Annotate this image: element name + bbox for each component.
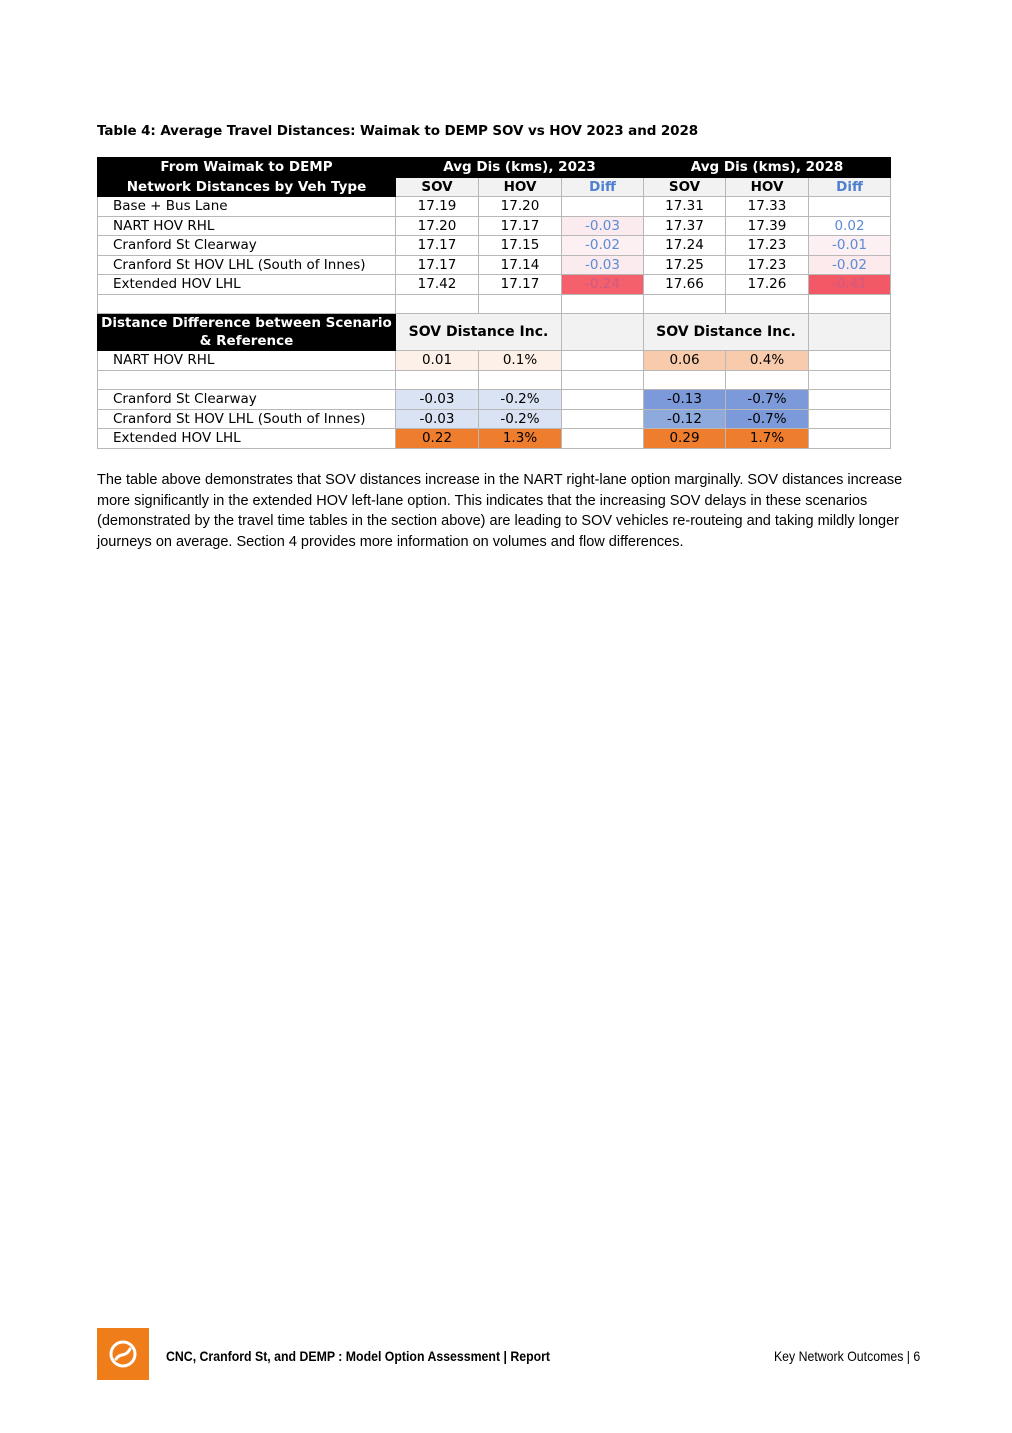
cell-pct-inc-2023: -0.2% — [479, 409, 562, 429]
body-paragraph: The table above demonstrates that SOV distances increase in the NART right-lane option marginally. SOV distances increase more significantly in the extended HOV left-lane option. This indicates that the increasing SOV delays in these scenarios (demonstrated by the travel time tables in the section above) are leading to SOV vehicles re-routeing and taking mildly longer journeys on average. Section 4 provides more information on volumes and flow differences. — [97, 472, 903, 550]
diff-header-2023: SOV Distance Inc. — [396, 314, 562, 351]
cell-hov-2028: 17.33 — [726, 197, 809, 217]
table-row — [98, 216, 891, 236]
cell-pct-inc-2028: 1.7% — [726, 429, 809, 449]
row-label: NART HOV RHL — [98, 351, 396, 371]
spacer-row — [98, 370, 891, 390]
diff-table-row — [98, 390, 891, 410]
cell-hov-2028: 17.23 — [726, 255, 809, 275]
row-label: Extended HOV LHL — [98, 429, 396, 449]
cell-dist-inc-2023: -0.03 — [396, 409, 479, 429]
cell-dist-inc-2028: 0.29 — [644, 429, 726, 449]
cell-pct-inc-2028: 0.4% — [726, 351, 809, 371]
cell-empty — [562, 409, 644, 429]
cell-sov-2028: 17.31 — [644, 197, 726, 217]
table-row — [98, 255, 891, 275]
diff-header-empty-2028 — [809, 314, 891, 351]
table-row — [98, 275, 891, 295]
subheader-sov-2028: SOV — [644, 177, 726, 197]
row-label: NART HOV RHL — [98, 216, 396, 236]
cell-sov-2028: 17.25 — [644, 255, 726, 275]
cell-diff-2023: -0.02 — [562, 236, 644, 256]
row-label: Extended HOV LHL — [98, 275, 396, 295]
cell-empty — [562, 429, 644, 449]
cell-hov-2023: 17.17 — [479, 275, 562, 295]
subheader-diff-2023: Diff — [562, 177, 644, 197]
corner-header-line2: Network Distances by Veh Type — [98, 177, 396, 197]
cell-pct-inc-2028: -0.7% — [726, 409, 809, 429]
cell-empty — [809, 409, 891, 429]
cell-empty — [562, 351, 644, 371]
cell-sov-2023: 17.17 — [396, 255, 479, 275]
diff-header-2028: SOV Distance Inc. — [644, 314, 809, 351]
cell-diff-2023 — [562, 197, 644, 217]
table-row — [98, 236, 891, 256]
cell-sov-2028: 17.24 — [644, 236, 726, 256]
cell-empty — [809, 429, 891, 449]
cell-dist-inc-2028: 0.06 — [644, 351, 726, 371]
cell-pct-inc-2023: -0.2% — [479, 390, 562, 410]
footer-section-page: Key Network Outcomes | 6 — [773, 1348, 920, 1364]
table-subheader-row — [98, 177, 891, 197]
subheader-hov-2028: HOV — [726, 177, 809, 197]
table-header-row — [98, 158, 891, 178]
travel-distance-table — [97, 157, 891, 449]
spacer-row — [98, 294, 891, 314]
cell-diff-2028: -0.01 — [809, 236, 891, 256]
cell-pct-inc-2028: -0.7% — [726, 390, 809, 410]
cell-hov-2023: 17.15 — [479, 236, 562, 256]
table-row — [98, 197, 891, 217]
cell-dist-inc-2023: 0.22 — [396, 429, 479, 449]
row-label: Cranford St HOV LHL (South of Innes) — [98, 255, 396, 275]
footer-report-title: CNC, Cranford St, and DEMP : Model Option Assessment | Report — [166, 1348, 551, 1364]
row-label: Cranford St Clearway — [98, 236, 396, 256]
cell-dist-inc-2028: -0.12 — [644, 409, 726, 429]
group-header-2028: Avg Dis (kms), 2028 — [644, 158, 891, 178]
diff-header-line2: & Reference — [199, 333, 294, 349]
cell-pct-inc-2023: 1.3% — [479, 429, 562, 449]
cell-hov-2028: 17.39 — [726, 216, 809, 236]
subheader-diff-2028: Diff — [809, 177, 891, 197]
cell-diff-2023: -0.24 — [562, 275, 644, 295]
diff-header-empty-2023 — [562, 314, 644, 351]
diff-header-line1: Distance Difference between Scenario — [101, 315, 392, 331]
cell-hov-2028: 17.26 — [726, 275, 809, 295]
cell-empty — [809, 351, 891, 371]
cell-sov-2023: 17.42 — [396, 275, 479, 295]
cell-diff-2023: -0.03 — [562, 216, 644, 236]
row-label: Cranford St HOV LHL (South of Innes) — [98, 409, 396, 429]
cell-diff-2028: 0.02 — [809, 216, 891, 236]
cell-sov-2023: 17.20 — [396, 216, 479, 236]
row-label: Cranford St Clearway — [98, 390, 396, 410]
cell-dist-inc-2023: 0.01 — [396, 351, 479, 371]
cell-diff-2023: -0.03 — [562, 255, 644, 275]
cell-diff-2028: -0.02 — [809, 255, 891, 275]
diff-table-row — [98, 351, 891, 371]
cell-diff-2028: -0.41 — [809, 275, 891, 295]
cell-sov-2023: 17.17 — [396, 236, 479, 256]
cell-sov-2028: 17.66 — [644, 275, 726, 295]
cell-sov-2023: 17.19 — [396, 197, 479, 217]
diff-table-row — [98, 409, 891, 429]
diff-header-row — [98, 314, 891, 351]
row-label: Base + Bus Lane — [98, 197, 396, 217]
table-caption: Table 4: Average Travel Distances: Waimak to DEMP SOV vs HOV 2023 and 2028 — [97, 123, 699, 139]
corner-header-line1: From Waimak to DEMP — [98, 158, 396, 178]
subheader-hov-2023: HOV — [479, 177, 562, 197]
cell-sov-2028: 17.37 — [644, 216, 726, 236]
company-logo-icon — [97, 1328, 149, 1380]
diff-table-row — [98, 429, 891, 449]
cell-dist-inc-2023: -0.03 — [396, 390, 479, 410]
cell-hov-2028: 17.23 — [726, 236, 809, 256]
cell-empty — [809, 390, 891, 410]
diff-header-label — [98, 314, 396, 351]
cell-diff-2028 — [809, 197, 891, 217]
cell-pct-inc-2023: 0.1% — [479, 351, 562, 371]
group-header-2023: Avg Dis (kms), 2023 — [396, 158, 644, 178]
cell-empty — [562, 390, 644, 410]
cell-hov-2023: 17.20 — [479, 197, 562, 217]
subheader-sov-2023: SOV — [396, 177, 479, 197]
cell-dist-inc-2028: -0.13 — [644, 390, 726, 410]
cell-hov-2023: 17.17 — [479, 216, 562, 236]
cell-hov-2023: 17.14 — [479, 255, 562, 275]
